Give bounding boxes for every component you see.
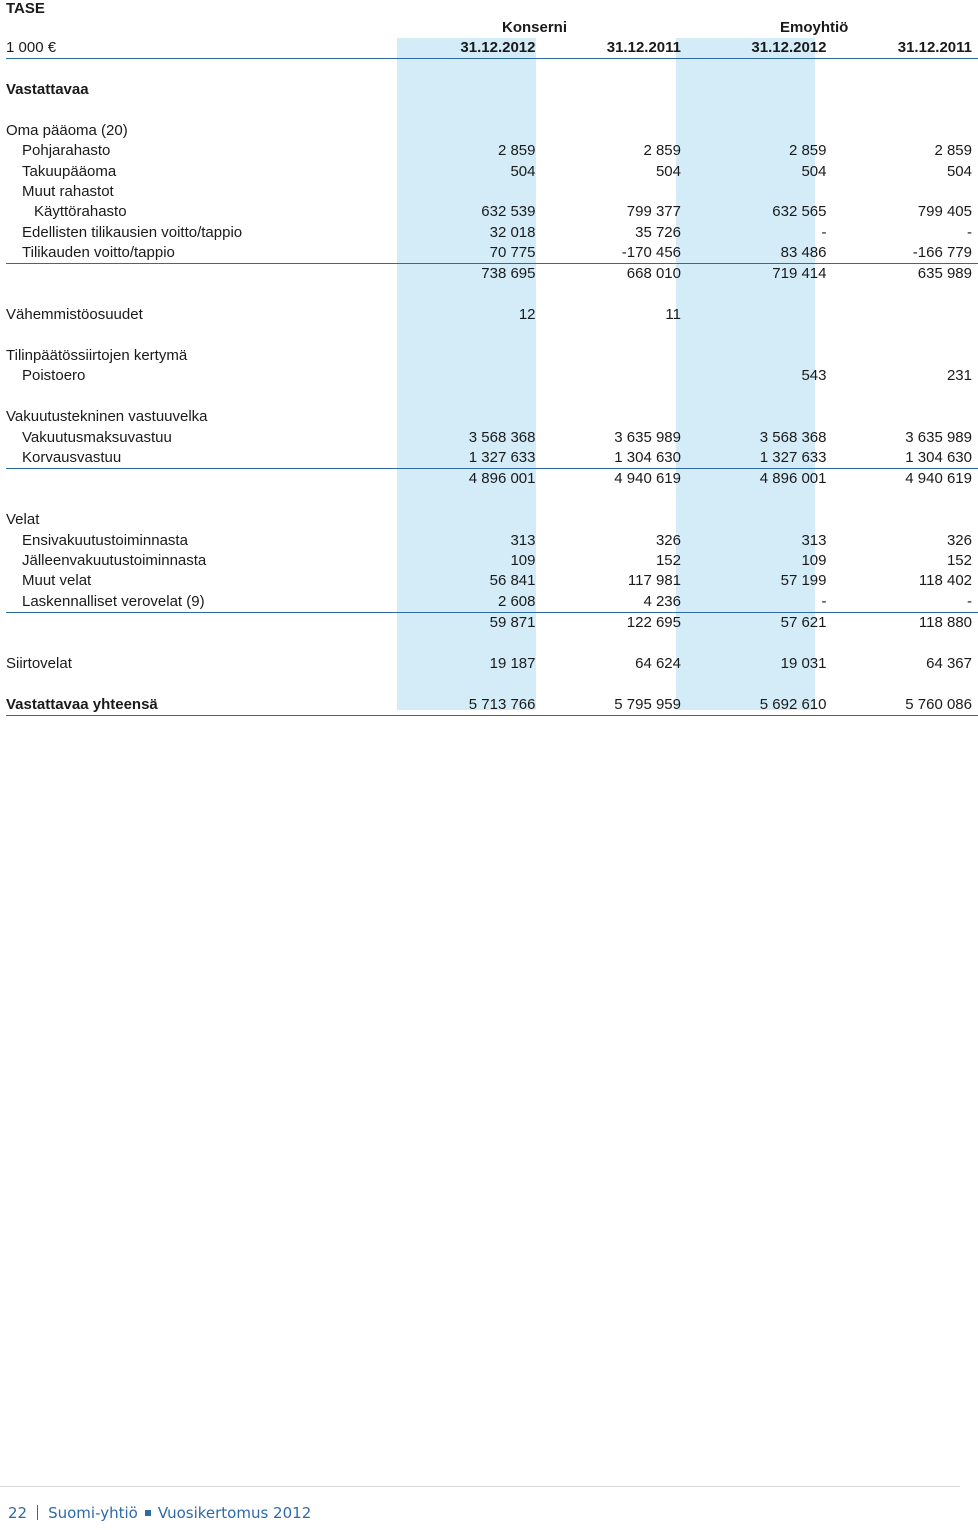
- row-value: -: [821, 223, 827, 241]
- row-label: [6, 469, 396, 490]
- row-value: [833, 305, 978, 325]
- table-row: [6, 592, 978, 613]
- row-value: 12: [518, 306, 536, 324]
- row-value: [542, 121, 688, 141]
- row-value: [542, 100, 688, 120]
- row-value: 4 896 001: [759, 470, 827, 488]
- row-value: -: [833, 592, 978, 613]
- row-value: 668 010: [626, 265, 681, 283]
- row-value: [687, 674, 833, 694]
- row-label: [6, 674, 396, 694]
- row-value: 109: [801, 551, 827, 569]
- row-value: 3 635 989: [905, 428, 972, 446]
- row-value: 5 795 959: [542, 695, 688, 716]
- row-value: 504: [510, 162, 536, 180]
- row-value: 19 031: [780, 654, 827, 672]
- row-label: Vastattavaa yhteensä: [6, 695, 396, 716]
- row-value: 11: [665, 306, 681, 324]
- row-value: -: [967, 223, 972, 241]
- table-header-row: [6, 38, 978, 59]
- row-value: 3 635 989: [614, 428, 681, 446]
- row-value: [542, 674, 688, 694]
- row-value: 57 199: [780, 572, 827, 590]
- row-value: 4 236: [542, 592, 688, 613]
- row-value: [687, 633, 833, 653]
- row-value: 3 568 368: [468, 428, 536, 446]
- row-label: [6, 387, 396, 407]
- row-value: [833, 325, 978, 345]
- table-row: [6, 490, 978, 510]
- row-value: 109: [510, 551, 536, 569]
- row-value: [687, 305, 833, 325]
- row-value: [396, 121, 542, 141]
- row-value: [833, 285, 978, 305]
- row-value: [396, 674, 542, 694]
- row-value: [687, 59, 833, 80]
- row-label: [6, 264, 396, 285]
- balance-sheet-table: [6, 38, 978, 716]
- row-value: [687, 510, 833, 530]
- table-row: [6, 469, 978, 490]
- row-value: [833, 674, 978, 694]
- row-label: [6, 100, 396, 120]
- row-label: Korvausvastuu: [6, 448, 396, 469]
- row-value: [542, 407, 688, 427]
- row-label: Ensivakuutustoiminnasta: [22, 531, 188, 549]
- row-value: 3 568 368: [759, 428, 827, 446]
- row-value: [833, 633, 978, 653]
- row-value: 326: [946, 531, 972, 549]
- col-header: 31.12.2012: [396, 38, 542, 59]
- row-value: 83 486: [687, 243, 833, 264]
- row-label: Siirtovelat: [6, 654, 72, 672]
- row-value: 1 304 630: [542, 448, 688, 469]
- row-value: [687, 325, 833, 345]
- row-label: Vähemmistöosuudet: [6, 306, 143, 324]
- row-value: [687, 100, 833, 120]
- row-label: Pohjarahasto: [22, 142, 111, 160]
- row-value: 2 859: [643, 142, 681, 160]
- group-header-konserni: Konserni: [502, 19, 568, 36]
- table-row: [6, 571, 978, 591]
- row-value: [833, 346, 978, 366]
- row-value: [396, 285, 542, 305]
- col-header: 31.12.2011: [833, 38, 978, 59]
- row-label: Muut rahastot: [22, 182, 114, 200]
- row-value: [396, 490, 542, 510]
- row-label: Edellisten tilikausien voitto/tappio: [22, 223, 243, 241]
- row-value: [396, 325, 542, 345]
- row-value: 64 624: [635, 654, 681, 672]
- row-label: [6, 325, 396, 345]
- table-row: [6, 366, 978, 386]
- table-row: [6, 387, 978, 407]
- row-value: [687, 387, 833, 407]
- row-value: 313: [801, 531, 827, 549]
- row-value: [542, 490, 688, 510]
- square-bullet-icon: [145, 1510, 151, 1516]
- footer-company: Suomi-yhtiö: [48, 1504, 138, 1522]
- row-label: Käyttörahasto: [34, 203, 127, 221]
- row-value: [833, 407, 978, 427]
- row-label: Muut velat: [22, 572, 92, 590]
- row-label: [6, 633, 396, 653]
- row-value: [396, 59, 542, 80]
- row-value: 632 539: [481, 203, 536, 221]
- row-label: Jälleenvakuutustoiminnasta: [22, 551, 207, 569]
- table-row: [6, 612, 978, 633]
- footer-report: Vuosikertomus 2012: [157, 1504, 312, 1522]
- row-value: 1 327 633: [687, 448, 833, 469]
- row-value: 64 367: [926, 654, 972, 672]
- table-row: [6, 223, 978, 243]
- row-value: [396, 633, 542, 653]
- table-row: [6, 427, 978, 447]
- footer-divider: [0, 1486, 960, 1487]
- row-value: [396, 80, 542, 100]
- row-value: [833, 490, 978, 510]
- table-row: [6, 674, 978, 694]
- table-row: [6, 202, 978, 222]
- row-value: 799 377: [626, 203, 681, 221]
- row-value: -: [687, 592, 833, 613]
- row-value: 4 940 619: [614, 470, 681, 488]
- row-value: 70 775: [396, 243, 542, 264]
- row-label: [6, 285, 396, 305]
- row-value: 504: [801, 162, 827, 180]
- row-value: 738 695: [481, 265, 536, 283]
- table-row: [6, 243, 978, 264]
- row-value: 35 726: [635, 223, 681, 241]
- row-value: [396, 510, 542, 530]
- row-value: [396, 407, 542, 427]
- row-value: [396, 387, 542, 407]
- table-row: [6, 305, 978, 325]
- row-value: 799 405: [917, 203, 972, 221]
- row-value: [687, 182, 833, 202]
- row-value: [833, 387, 978, 407]
- row-value: 59 871: [489, 614, 536, 632]
- row-label: Takuupääoma: [22, 162, 117, 180]
- row-value: 122 695: [626, 614, 681, 632]
- row-label: Tilinpäätössiirtojen kertymä: [6, 347, 188, 365]
- row-value: [542, 285, 688, 305]
- table-row: [6, 100, 978, 120]
- unit-label: 1 000 €: [6, 38, 396, 59]
- col-header: 31.12.2011: [542, 38, 688, 59]
- row-value: 152: [655, 551, 681, 569]
- row-value: -170 456: [542, 243, 688, 264]
- row-label: Oma pääoma (20): [6, 121, 128, 139]
- row-value: [542, 387, 688, 407]
- row-value: 1 327 633: [396, 448, 542, 469]
- table-row: [6, 285, 978, 305]
- row-value: [687, 346, 833, 366]
- row-label: Laskennalliset verovelat (9): [6, 592, 396, 613]
- table-row: [6, 141, 978, 161]
- row-value: [542, 633, 688, 653]
- table-row: [6, 264, 978, 285]
- row-label: Tilikauden voitto/tappio: [6, 243, 396, 264]
- row-value: [396, 346, 542, 366]
- row-value: [542, 80, 688, 100]
- row-value: [542, 59, 688, 80]
- table-row: [6, 448, 978, 469]
- table-row: [6, 80, 978, 100]
- row-value: 117 981: [627, 572, 681, 590]
- row-value: [687, 490, 833, 510]
- row-label: [6, 612, 396, 633]
- table-row: [6, 551, 978, 571]
- table-row: [6, 695, 978, 716]
- row-value: 19 187: [489, 654, 536, 672]
- row-value: 2 608: [396, 592, 542, 613]
- row-value: 2 859: [788, 142, 827, 160]
- row-label: Velat: [6, 511, 40, 529]
- row-value: 5 713 766: [396, 695, 542, 716]
- row-value: [833, 510, 978, 530]
- row-value: 632 565: [772, 203, 827, 221]
- row-value: [833, 100, 978, 120]
- row-value: 152: [946, 551, 972, 569]
- table-row: [6, 346, 978, 366]
- row-label: [6, 59, 396, 80]
- table-row: [6, 633, 978, 653]
- row-label: Vakuutustekninen vastuuvelka: [6, 408, 208, 426]
- row-value: 313: [510, 531, 536, 549]
- table-row: [6, 182, 978, 202]
- row-label: Vastattavaa: [6, 80, 89, 98]
- row-value: [687, 121, 833, 141]
- row-value: 4 896 001: [468, 470, 536, 488]
- page-title: TASE: [6, 0, 45, 17]
- row-value: [833, 59, 978, 80]
- row-value: [687, 407, 833, 427]
- row-value: 635 989: [917, 265, 972, 283]
- row-value: 57 621: [780, 614, 827, 632]
- row-value: 504: [946, 162, 972, 180]
- row-value: [396, 100, 542, 120]
- row-value: [833, 121, 978, 141]
- col-header: 31.12.2012: [687, 38, 833, 59]
- table-row: [6, 161, 978, 181]
- row-value: 504: [655, 162, 681, 180]
- page-footer: [8, 1504, 311, 1522]
- row-value: 118 402: [918, 572, 972, 590]
- row-label: Vakuutusmaksuvastuu: [22, 428, 172, 446]
- table-row: [6, 407, 978, 427]
- row-value: -166 779: [833, 243, 978, 264]
- row-value: 5 760 086: [833, 695, 978, 716]
- row-value: 1 304 630: [833, 448, 978, 469]
- row-value: 118 880: [918, 614, 972, 632]
- row-value: [396, 366, 542, 386]
- row-value: [833, 182, 978, 202]
- table-row: [6, 59, 978, 80]
- row-value: 4 940 619: [905, 470, 972, 488]
- footer-separator: [37, 1505, 38, 1520]
- row-value: [396, 182, 542, 202]
- row-value: [542, 325, 688, 345]
- row-value: 56 841: [489, 572, 536, 590]
- group-header-emoyhtio: Emoyhtiö: [780, 19, 849, 36]
- row-value: [687, 285, 833, 305]
- row-label: [6, 490, 396, 510]
- row-value: 2 859: [497, 142, 536, 160]
- table-row: [6, 510, 978, 530]
- row-value: 543: [801, 367, 827, 385]
- row-value: [542, 510, 688, 530]
- table-row: [6, 654, 978, 674]
- row-value: [542, 346, 688, 366]
- row-value: 231: [946, 367, 972, 385]
- row-value: [542, 366, 688, 386]
- table-row: [6, 325, 978, 345]
- table-row: [6, 530, 978, 550]
- row-value: 2 859: [934, 142, 972, 160]
- page-number: 22: [8, 1504, 28, 1522]
- row-value: 5 692 610: [687, 695, 833, 716]
- row-value: 326: [655, 531, 681, 549]
- row-value: [542, 182, 688, 202]
- row-label: Poistoero: [22, 367, 86, 385]
- row-value: [833, 80, 978, 100]
- row-value: 32 018: [489, 223, 536, 241]
- row-value: 719 414: [772, 265, 827, 283]
- table-row: [6, 121, 978, 141]
- row-value: [687, 80, 833, 100]
